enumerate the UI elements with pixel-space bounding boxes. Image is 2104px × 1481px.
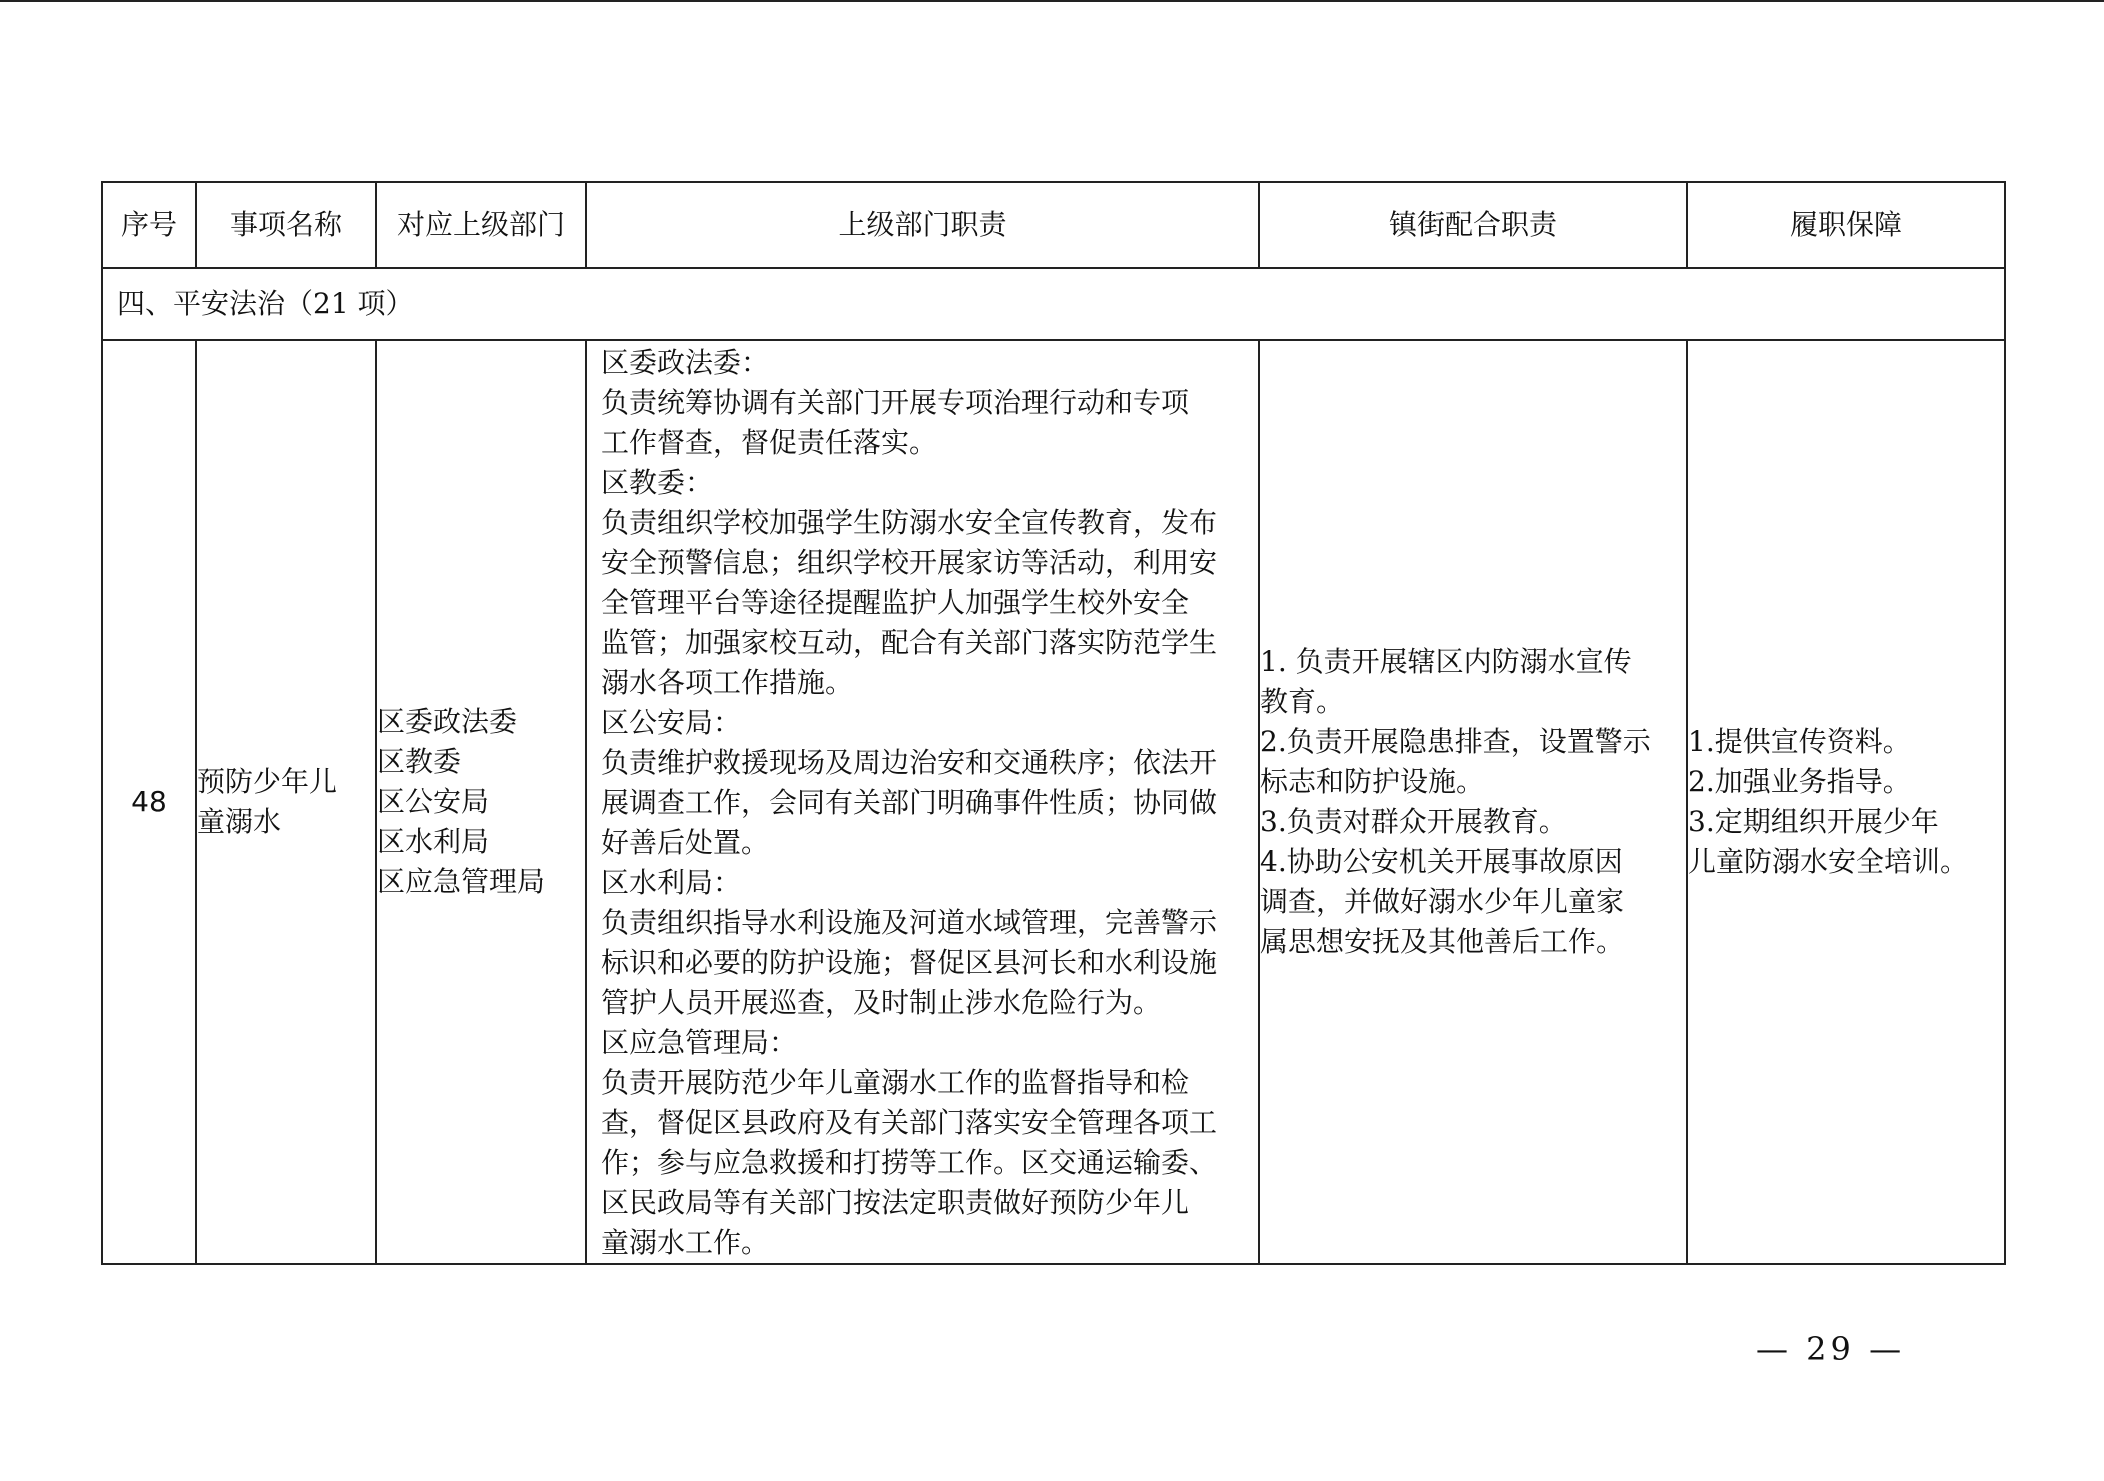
text-line: 区教委 (377, 745, 462, 778)
text-line: 教育。 (1260, 685, 1345, 718)
text-line: 区教委： (601, 466, 714, 499)
text-line: 1. 负责开展辖区内防溺水宣传 (1260, 645, 1632, 678)
text-line: 展调查工作，会同有关部门明确事件性质；协同做 (601, 786, 1218, 819)
text-line: 负责开展防范少年儿童溺水工作的监督指导和检 (601, 1066, 1190, 1099)
text-line: 溺水各项工作措施。 (601, 666, 854, 699)
guarantee-lines (1688, 722, 2004, 882)
text-line: 负责组织学校加强学生防溺水安全宣传教育，发布 (601, 506, 1218, 539)
text-line: 区应急管理局： (601, 1026, 798, 1059)
table-row (102, 340, 2005, 1264)
coop-lines (1260, 642, 1686, 962)
text-line: 好善后处置。 (601, 826, 770, 859)
text-line: 监管；加强家校互动，配合有关部门落实防范学生 (601, 626, 1218, 659)
text-line: 区水利局 (377, 825, 490, 858)
text-line: 标识和必要的防护设施；督促区县河长和水利设施 (601, 946, 1218, 979)
text-line: 作；参与应急救援和打捞等工作。区交通运输委、 (601, 1146, 1218, 1179)
page-top-border (0, 0, 2104, 2)
text-line: 区公安局 (377, 785, 490, 818)
text-line: 工作督查，督促责任落实。 (601, 426, 938, 459)
row-superior-duty (586, 340, 1259, 1264)
table-header-row (102, 182, 2005, 268)
text-line: 查，督促区县政府及有关部门落实安全管理各项工 (601, 1106, 1218, 1139)
section-row (102, 268, 2005, 340)
text-line: 3.定期组织开展少年 (1688, 805, 1939, 838)
text-line: 区民政局等有关部门按法定职责做好预防少年儿 (601, 1186, 1190, 1219)
text-line: 区公安局： (601, 706, 742, 739)
header-superior-duty: 上级部门职责 (586, 182, 1259, 268)
text-line: 2.加强业务指导。 (1688, 765, 1911, 798)
text-line: 调查，并做好溺水少年儿童家 (1260, 885, 1625, 918)
text-line: 全管理平台等途径提醒监护人加强学生校外安全 (601, 586, 1190, 619)
row-number: 48 (102, 340, 196, 1264)
text-line: 负责维护救援现场及周边治安和交通秩序；依法开 (601, 746, 1218, 779)
text-line: 预防少年儿 (197, 765, 338, 798)
text-line: 区水利局： (601, 866, 742, 899)
text-line: 属思想安抚及其他善后工作。 (1260, 925, 1625, 958)
row-superior-depts (376, 340, 586, 1264)
text-line: 安全预警信息；组织学校开展家访等活动，利用安 (601, 546, 1218, 579)
page-number: — 29 — (1756, 1330, 1906, 1368)
text-line: 管护人员开展巡查，及时制止涉水危险行为。 (601, 986, 1162, 1019)
text-line: 负责组织指导水利设施及河道水域管理，完善警示 (601, 906, 1218, 939)
header-number: 序号 (102, 182, 196, 268)
name-lines (197, 762, 375, 842)
row-town-coop-duty (1259, 340, 1687, 1264)
text-line: 1.提供宣传资料。 (1688, 725, 1911, 758)
row-guarantee (1687, 340, 2005, 1264)
section-title: 四、平安法治（21 项） (102, 268, 2005, 340)
text-line: 标志和防护设施。 (1260, 765, 1485, 798)
row-item-name (196, 340, 376, 1264)
duty-table (101, 181, 2006, 1265)
dept-lines (377, 702, 585, 902)
text-line: 区委政法委： (601, 346, 770, 379)
text-line: 2.负责开展隐患排查，设置警示 (1260, 725, 1651, 758)
text-line: 区应急管理局 (377, 865, 546, 898)
text-line: 童溺水工作。 (601, 1226, 770, 1259)
text-line: 4.协助公安机关开展事故原因 (1260, 845, 1623, 878)
header-guarantee: 履职保障 (1687, 182, 2005, 268)
header-item-name: 事项名称 (196, 182, 376, 268)
header-town-coop-duty: 镇街配合职责 (1259, 182, 1687, 268)
text-line: 3.负责对群众开展教育。 (1260, 805, 1567, 838)
header-superior-dept: 对应上级部门 (376, 182, 586, 268)
text-line: 儿童防溺水安全培训。 (1688, 845, 1969, 878)
text-line: 童溺水 (197, 805, 282, 838)
text-line: 区委政法委 (377, 705, 518, 738)
duty-lines (601, 343, 1244, 1263)
text-line: 负责统筹协调有关部门开展专项治理行动和专项 (601, 386, 1190, 419)
